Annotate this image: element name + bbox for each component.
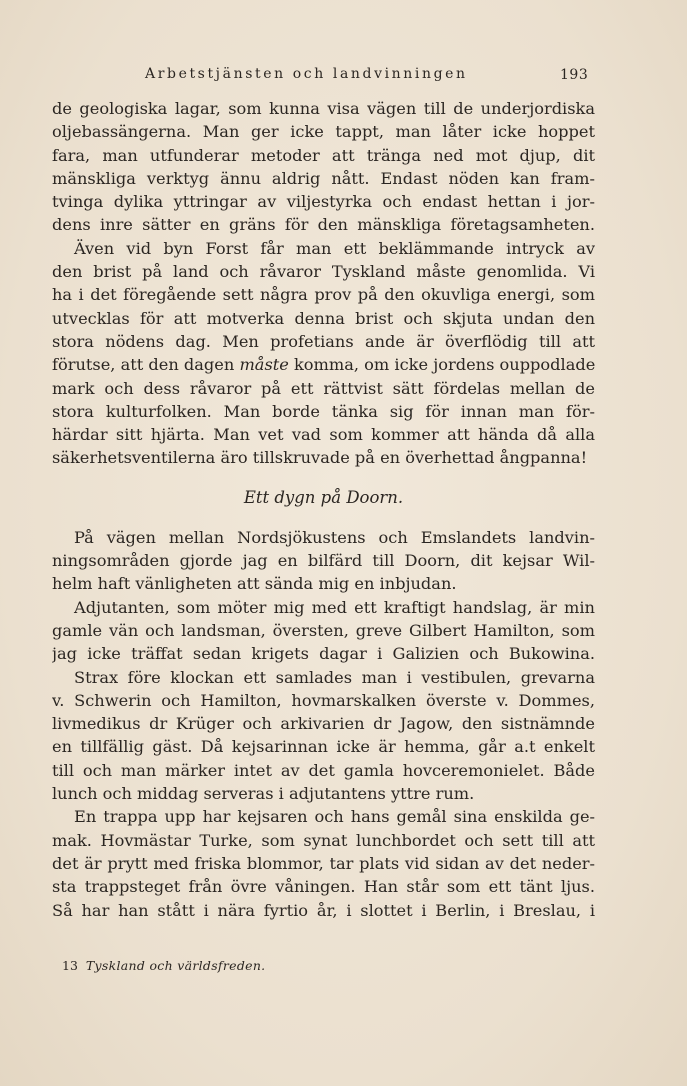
text-line: dens inre sätter en gräns för den mänskliga företagsamheten. xyxy=(52,215,595,235)
text-line: ningsområden gjorde jag en bilfärd till Doorn, dit kejsar Wil- xyxy=(52,551,595,571)
text-line: livmedikus dr Krüger och arkivarien dr Jagow, den sistnämnde xyxy=(52,714,595,734)
paragraph xyxy=(52,526,595,596)
page-number: 193 xyxy=(560,67,589,83)
text-line: en tillfällig gäst. Då kejsarinnan icke är hemma, går a.t enkelt xyxy=(52,737,595,757)
spacer xyxy=(52,511,595,526)
spacer xyxy=(52,470,595,485)
paragraph xyxy=(52,596,595,666)
text-line: Strax före klockan ett samlades man i vestibulen, grevarna xyxy=(74,667,595,687)
text-line: På vägen mellan Nordsjökustens och Emslandets landvin- xyxy=(74,527,595,547)
paragraph xyxy=(52,237,595,470)
paragraph xyxy=(52,97,595,237)
text-line: En trappa upp har kejsaren och hans gemål sina enskilda ge- xyxy=(74,807,595,827)
text-line: till och man märker intet av det gamla hovceremonielet. Både xyxy=(52,760,595,780)
emphasis-word: måste xyxy=(239,355,289,375)
text-line: fara, man utfunderar metoder att tränga ned mot djup, dit xyxy=(52,145,595,165)
text-line: stora nödens dag. Men profetians ande är överflödig till att xyxy=(52,331,595,351)
signature-title: Tyskland och världsfreden. xyxy=(85,958,266,973)
text-line: förutse, att den dagen måste komma, om icke jordens ouppodlade xyxy=(52,355,595,375)
section-heading: Ett dygn på Doorn. xyxy=(243,487,404,507)
text-line: Adjutanten, som möter mig med ett kraftigt handslag, är min xyxy=(74,597,595,617)
text-line: ha i det föregående sett några prov på den okuvliga energi, som xyxy=(52,285,595,305)
text-line: stora kulturfolken. Man borde tänka sig för innan man för- xyxy=(52,401,595,421)
text-line: härdar sitt hjärta. Man vet vad som kommer att hända då alla xyxy=(52,425,595,445)
text-line: det är prytt med friska blommor, tar plats vid sidan av det neder- xyxy=(52,853,595,873)
text-line: den brist på land och råvaror Tyskland måste genomlida. Vi xyxy=(52,262,595,282)
text-line: Även vid byn Forst får man ett beklämmande intryck av xyxy=(74,238,595,258)
text-line: de geologiska lagar, som kunna visa vägen till de underjordiska xyxy=(52,99,595,118)
signature-number: 13 xyxy=(62,958,78,973)
text-line: mark och dess råvaror på ett rättvist sätt fördelas mellan de xyxy=(52,378,595,398)
text-line: mänskliga verktyg ännu aldrig nått. Endast nöden kan fram- xyxy=(52,168,595,188)
text-line: jag icke träffat sedan krigets dagar i Galizien och Bukowina. xyxy=(52,644,595,664)
text-line: utvecklas för att motverka denna brist och skjuta undan den xyxy=(52,308,595,328)
text-line: sta trappsteget från övre våningen. Han står som ett tänt ljus. xyxy=(52,877,595,897)
text-line: mak. Hovmästar Turke, som synat lunchbordet och sett till att xyxy=(52,830,595,850)
text-line: gamle vän och landsman, översten, greve Gilbert Hamilton, som xyxy=(52,620,595,640)
body-text xyxy=(52,97,595,922)
paragraph xyxy=(52,805,595,921)
text-line: säkerhetsventilerna äro tillskruvade på en överhettad ångpanna! xyxy=(52,448,588,468)
text-line: lunch och middag serveras i adjutantens yttre rum. xyxy=(52,784,475,804)
text-line: helm haft vänligheten att sända mig en inbjudan. xyxy=(52,574,457,594)
signature-footer xyxy=(62,958,265,973)
text-line: Så har han stått i nära fyrtio år, i slottet i Berlin, i Breslau, i xyxy=(52,900,595,920)
text-line: tvinga dylika yttringar av viljestyrka och endast hettan i jor- xyxy=(52,192,595,212)
text-line: v. Schwerin och Hamilton, hovmarskalken överste v. Dommes, xyxy=(52,690,595,710)
text-line: oljebassängerna. Man ger icke tappt, man låter icke hoppet xyxy=(52,122,595,142)
running-head: Arbetstjänsten och landvinningen xyxy=(145,66,468,82)
paragraph xyxy=(52,666,595,806)
